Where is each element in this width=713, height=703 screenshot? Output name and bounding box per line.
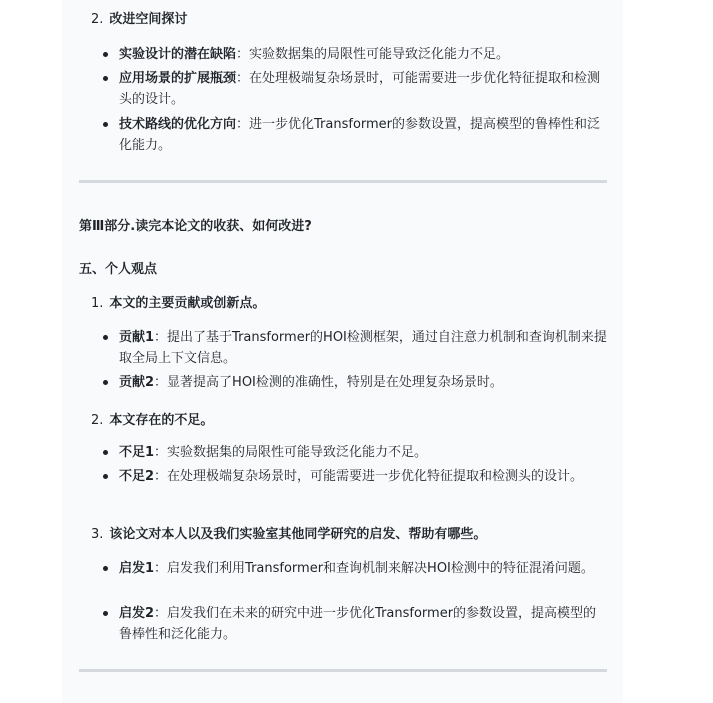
bullet-label: 启发1	[119, 561, 155, 576]
bullet-label: 不足2	[119, 469, 155, 484]
bullet-dot	[103, 76, 108, 81]
list-item	[119, 442, 609, 463]
bullet-label: 实验设计的潜在缺陷	[119, 47, 237, 62]
list-item	[119, 603, 609, 645]
bullet-text: ：提出了基于Transformer的HOI检测框架，通过自注意力机制和查询机制来提取全局上下文信息。	[119, 330, 607, 366]
bullet-text: ：显著提高了HOI检测的准确性，特别是在处理复杂场景时。	[154, 375, 503, 390]
bullet-label: 不足1	[119, 445, 155, 460]
section-heading: 五、个人观点	[79, 262, 158, 277]
list-item	[119, 68, 609, 110]
bullet-label: 贡献1	[119, 330, 155, 345]
bullet-text: ：在处理极端复杂场景时，可能需要进一步优化特征提取和检测头的设计。	[154, 469, 584, 484]
bullet-dot	[103, 52, 108, 57]
bullet-label: 贡献2	[119, 375, 155, 390]
bullet-dot	[103, 566, 108, 571]
bullet-dot	[103, 380, 108, 385]
list-item	[119, 372, 609, 393]
list-item	[119, 114, 609, 156]
bullet-dot	[103, 450, 108, 455]
bullet-text: ：在处理极端复杂场景时，可能需要进一步优化特征提取和检测头的设计。	[119, 71, 601, 107]
section-divider	[79, 669, 607, 672]
bullet-text: ：进一步优化Transformer的参数设置，提高模型的鲁棒性和泛化能力。	[119, 117, 601, 153]
bullet-text: ：启发我们利用Transformer和查询机制来解决HOI检测中的特征混淆问题。	[154, 561, 594, 576]
bullet-text: ：实验数据集的局限性可能导致泛化能力不足。	[236, 47, 510, 62]
numbered-heading	[91, 412, 213, 430]
numbered-heading	[91, 295, 265, 313]
list-number: 3.	[91, 527, 104, 542]
section-divider	[79, 180, 607, 183]
part-heading: 第Ⅲ部分.读完本论文的收获、如何改进?	[79, 219, 312, 234]
bullet-dot	[103, 335, 108, 340]
bullet-text: ：启发我们在未来的研究中进一步优化Transformer的参数设置，提高模型的鲁棒性和泛化能力。	[119, 606, 597, 642]
list-item	[119, 558, 609, 579]
list-number: 2.	[91, 413, 104, 428]
list-title: 本文存在的不足。	[109, 413, 214, 428]
bullet-label: 应用场景的扩展瓶颈	[119, 71, 237, 86]
list-number: 2.	[91, 12, 104, 27]
bullet-text: ：实验数据集的局限性可能导致泛化能力不足。	[154, 445, 428, 460]
numbered-heading	[91, 526, 486, 544]
bullet-label: 技术路线的优化方向	[119, 117, 237, 132]
list-item	[119, 327, 609, 369]
numbered-heading-improve	[91, 11, 187, 29]
list-number: 1.	[91, 296, 104, 311]
bullet-dot	[103, 611, 108, 616]
bullet-dot	[103, 474, 108, 479]
list-title: 该论文对本人以及我们实验室其他同学研究的启发、帮助有哪些。	[109, 527, 487, 542]
list-item	[119, 466, 609, 487]
bullet-dot	[103, 122, 108, 127]
list-title: 改进空间探讨	[109, 12, 188, 27]
list-title: 本文的主要贡献或创新点。	[109, 296, 266, 311]
bullet-label: 启发2	[119, 606, 155, 621]
list-item	[119, 44, 609, 65]
